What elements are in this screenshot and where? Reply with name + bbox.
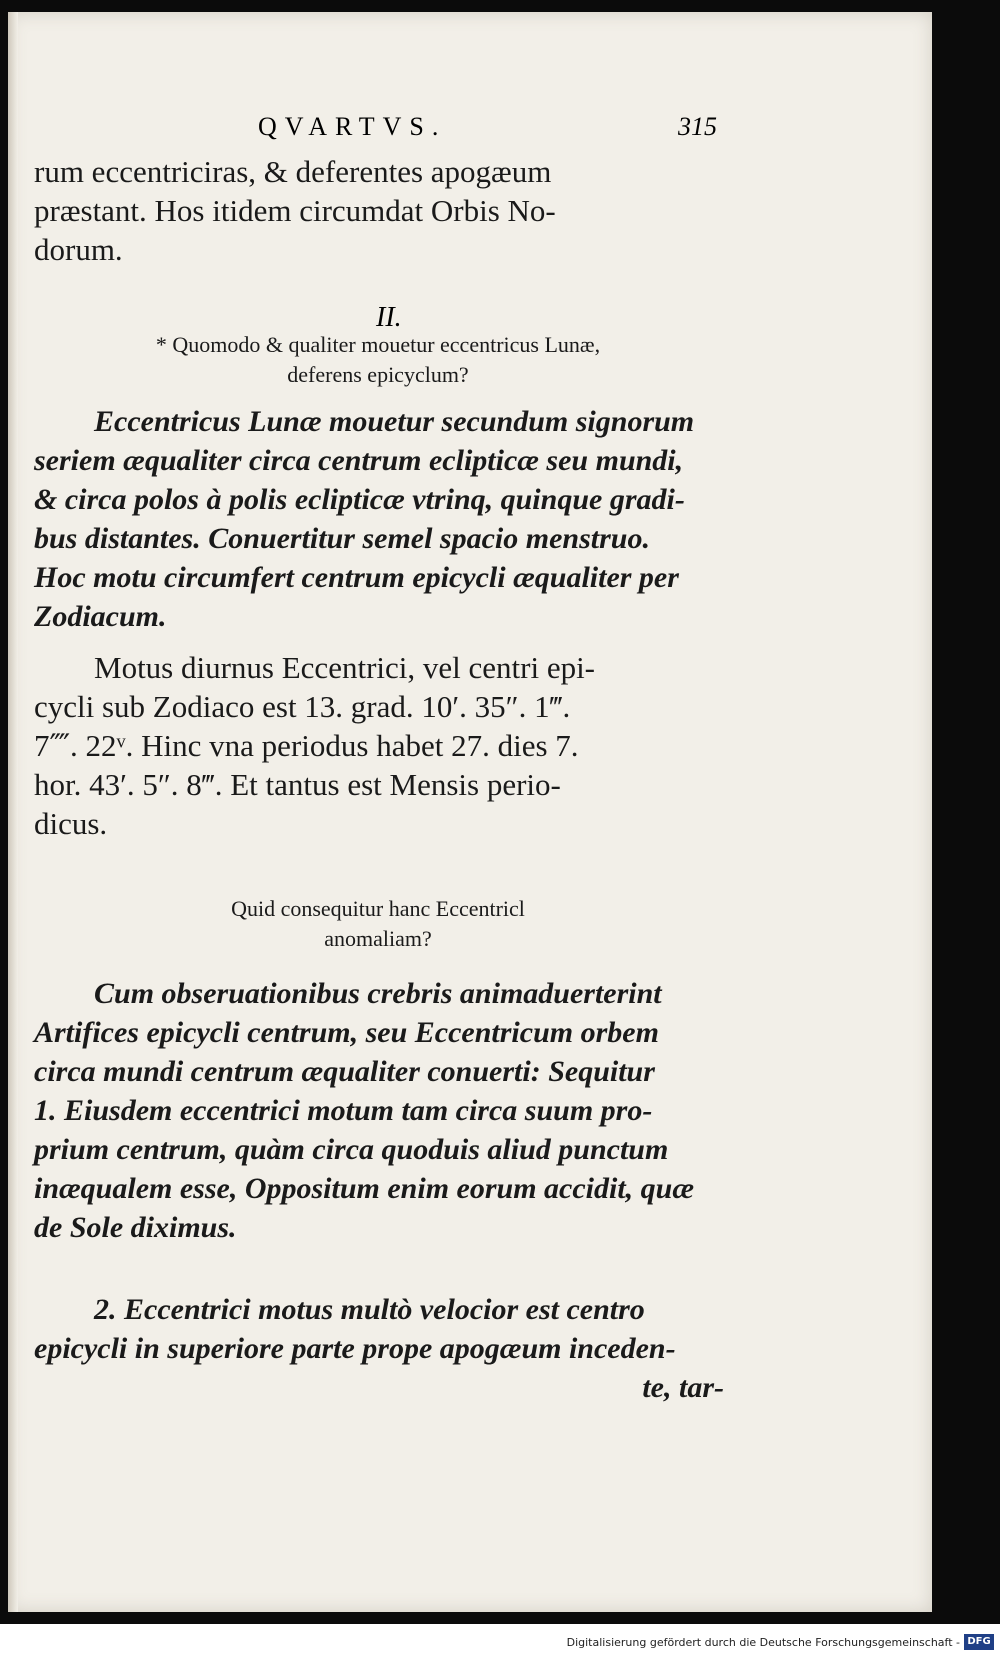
text-line: inæqualem esse, Oppositum enim eorum accidit, quæ xyxy=(34,1172,695,1205)
text-line: prium centrum, quàm circa quoduis aliud punctum xyxy=(34,1133,669,1166)
answer-paragraph xyxy=(34,1290,724,1407)
catchword: te, tar- xyxy=(642,1371,724,1404)
text-line: Quid consequitur hanc Eccentricl xyxy=(231,896,525,921)
text-line: & circa polos à polis eclipticæ vtrinq, quinque gradi- xyxy=(34,483,685,516)
text-line: 7⁗. 22ᵛ. Hinc vna periodus habet 27. dies 7. xyxy=(34,728,579,763)
text-line: anomaliam? xyxy=(324,926,432,951)
text-line: deferens epicyclum? xyxy=(287,362,469,387)
section-number: II. xyxy=(376,302,402,333)
answer-paragraph xyxy=(34,974,724,1247)
page-header xyxy=(8,112,748,146)
question-heading xyxy=(68,894,688,954)
text-line: rum eccentriciras, & deferentes apogæum xyxy=(34,154,552,189)
text-line: Zodiacum. xyxy=(34,600,167,633)
text-line: epicycli in superiore parte prope apogæum inceden- xyxy=(34,1332,676,1365)
text-line: seriem æqualiter circa centrum eclipticæ seu mundi, xyxy=(34,444,684,477)
funding-notice: Digitalisierung gefördert durch die Deutsche Forschungsgemeinschaft - xyxy=(566,1636,960,1649)
book-page xyxy=(8,12,932,1612)
text-line: de Sole diximus. xyxy=(34,1211,237,1244)
dfg-logo: DFG xyxy=(964,1634,994,1650)
text-line: 2. Eccentrici motus multò velocior est centro xyxy=(94,1293,645,1326)
paragraph-motion xyxy=(34,648,724,843)
text-line: * Quomodo & qualiter mouetur eccentricus Lunæ, xyxy=(155,332,601,357)
answer-paragraph xyxy=(34,402,724,636)
text-line: hor. 43′. 5″. 8‴. Et tantus est Mensis perio- xyxy=(34,767,561,802)
text-line: dicus. xyxy=(34,806,108,841)
question-heading xyxy=(68,330,688,390)
running-head: QVARTVS. xyxy=(258,112,447,141)
text-line: 1. Eiusdem eccentrici motum tam circa suum pro- xyxy=(34,1094,653,1127)
text-line: præstant. Hos itidem circumdat Orbis No- xyxy=(34,193,556,228)
footer-bar xyxy=(0,1624,1000,1662)
text-line: Cum obseruationibus crebris animaduerterint xyxy=(94,977,662,1010)
text-line: bus distantes. Conuertitur semel spacio menstruo. xyxy=(34,522,650,555)
page-edge xyxy=(8,12,18,1612)
paragraph-intro xyxy=(34,152,724,269)
text-line: Artifices epicycli centrum, seu Eccentricum orbem xyxy=(34,1016,659,1049)
text-line: Motus diurnus Eccentrici, vel centri epi- xyxy=(94,650,596,685)
text-line: dorum. xyxy=(34,232,123,267)
text-line: circa mundi centrum æqualiter conuerti: Sequitur xyxy=(34,1055,655,1088)
text-line: Eccentricus Lunæ mouetur secundum signorum xyxy=(94,405,695,438)
text-line: Hoc motu circumfert centrum epicycli æqualiter per xyxy=(34,561,679,594)
page-number: 315 xyxy=(678,112,717,141)
text-line: cycli sub Zodiaco est 13. grad. 10′. 35″. 1‴. xyxy=(34,689,571,724)
